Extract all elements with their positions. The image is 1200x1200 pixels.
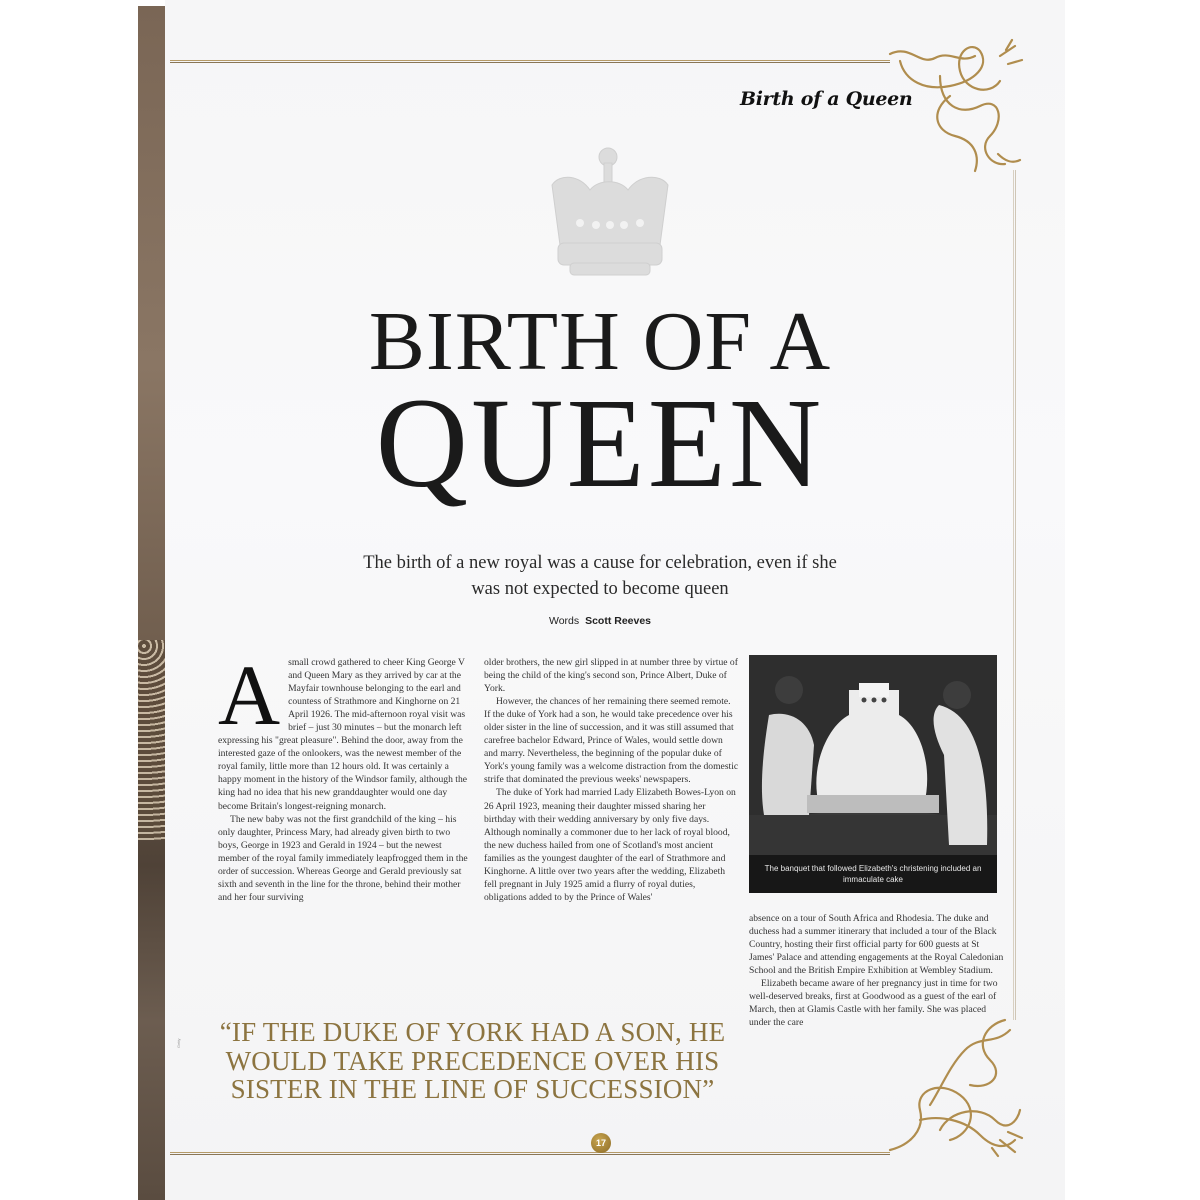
photo-image [749,655,997,855]
flourish-ornament-icon [880,1010,1030,1160]
photo-caption: The banquet that followed Elizabeth's christening included an immaculate cake [749,855,997,893]
byline [360,615,840,627]
paragraph: Elizabeth became aware of her pregnancy just in time for two well-deserved breaks, first at Goodwood as a guest of the earl of March, then at Glamis Castle with her family. She was placed under the care [749,978,998,1029]
title-line-2: QUEEN [375,372,825,514]
title-line-1: BIRTH OF A [368,295,832,388]
article-column-2 [484,656,739,904]
top-gold-rule [170,60,890,63]
bottom-gold-rule [170,1152,890,1155]
paragraph: small crowd gathered to cheer King George V and Queen Mary as they arrived by car at the Mayfair townhouse belonging to the earl and countess of Strathmore and Kinghorne on 21 April 1926. The mid-afternoon royal visit was brief – just 30 minutes – but the monarch left expressing his "great pleasure". Behind the door, away from the interested gaze of the onlookers, was the newest member of the royal family, little more than 12 hours old. It was certainly a happy moment in the history of the Windsor family, although the king had no idea that his new granddaughter would one day become Britain's longest-reigning monarch. [218,657,468,812]
paragraph: older brothers, the new girl slipped in at number three by virtue of being the child of the king's second son, Prince Albert, Duke of York. [484,657,738,695]
paragraph: The new baby was not the first grandchild of the king – his only daughter, Princess Mary, had already given birth to two boys, George in 1923 and Gerald in 1924 – but the newest member of the royal family immediately leapfrogged them in the order of succession. Whereas George and Gerald previously sat sixth and seventh in the line for the throne, behind their mother and her four surviving [218,813,468,903]
page-number: 17 [591,1133,611,1153]
byline-author: Scott Reeves [585,615,652,627]
crown-icon [540,135,680,285]
flourish-ornament-icon [880,36,1030,186]
pull-quote: “IF THE DUKE OF YORK HAD A SON, HE WOULD TAKE PRECEDENCE OVER HIS SISTER IN THE LINE OF SUCCESSION” [219,1017,726,1104]
drop-cap: A [218,647,281,743]
page-title [300,295,900,514]
standfirst: The birth of a new royal was a cause for celebration, even if she was not expected to become queen [363,553,837,599]
article-column-3 [749,912,1004,1029]
byline-label: Words [548,615,580,627]
paragraph: However, the chances of her remaining there seemed remote. If the duke of York had a son, he would take precedence over his older sister in the line of succession, and it was still assumed that carefree bachelor Edward, Prince of Wales, would settle down and marry. Nevertheless, the beginning of the popular duke of York's young family was a welcome distraction from the domestic strife that dominated the previous weeks' newspapers. [484,696,739,786]
paragraph: The duke of York had married Lady Elizabeth Bowes-Lyon on 26 April 1923, meaning their daughter missed sharing her birthday with their wedding anniversary by only five days. Although nominally a commoner due to her lack of royal blood, the new duchess hailed from one of Scotland's most ancient families as the youngest daughter of the earl of Strathmore and Kinghorne. A little over two years after the wedding, Elizabeth fell pregnant in July 1925 amid a flurry of royal duties, obligations added to by the Prince of Wales' [484,787,736,903]
paragraph: absence on a tour of South Africa and Rhodesia. The duke and duchess had a summer itinerary that included a tour of the Black Country, hosting their first official party for 600 guests at St James' Palace and attending engagements at the Royal Caledonian School and the British Empire Exhibition at Wembley Stadium. [749,913,1004,977]
adjacent-page-spine [138,6,165,1200]
running-head: Birth of a Queen [740,88,913,110]
image-credit: Getty [176,1038,181,1048]
right-border-rule [1013,170,1016,1020]
christening-cake-photo [749,655,997,893]
article-column-1 [218,647,472,904]
adjacent-page-photo-edge [138,640,165,840]
